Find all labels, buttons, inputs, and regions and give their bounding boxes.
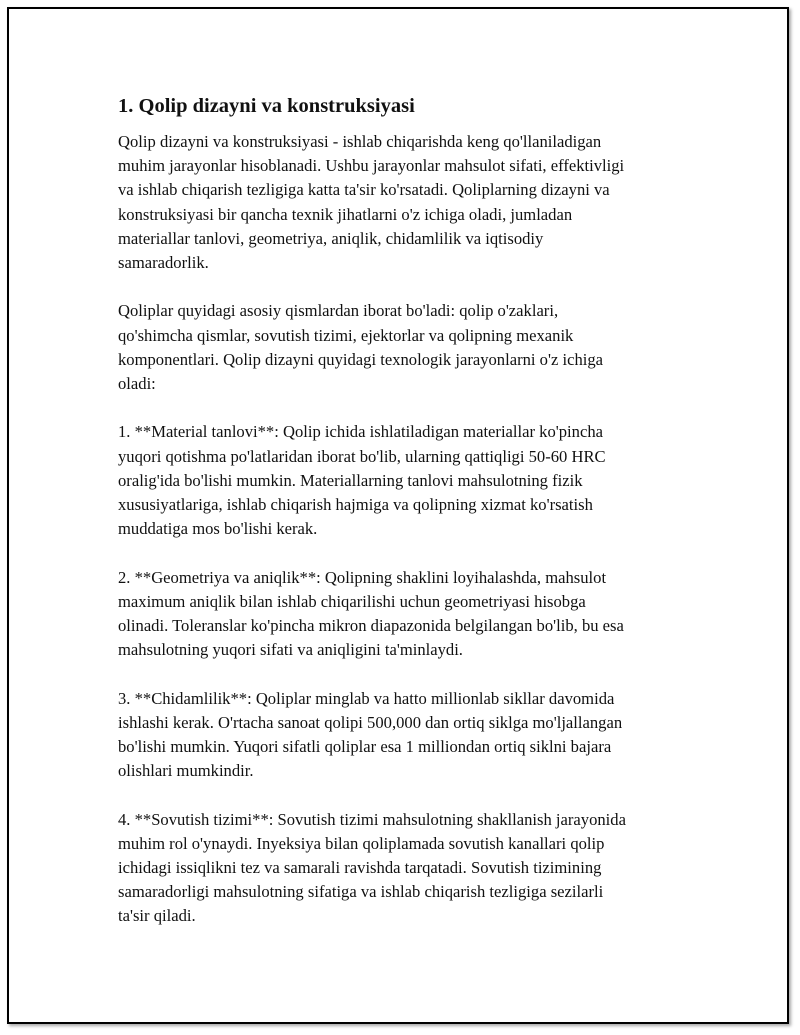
text-line: 3. **Chidamlilik**: Qoliplar minglab va hatto millionlab sikllar davomida [118,688,615,708]
text-line: 4. **Sovutish tizimi**: Sovutish tizimi mahsulotning shakllanish jarayonida [118,809,626,829]
paragraph-list [118,130,718,929]
text-line: 1. **Material tanlovi**: Qolip ichida ishlatiladigan materiallar ko'pincha [118,422,603,442]
text-line: muddatiga mos bo'lishi kerak. [118,519,318,539]
text-line: oralig'ida bo'lishi mumkin. Materiallarning tanlovi mahsulotning fizik [118,470,583,490]
text-line: maximum aniqlik bilan ishlab chiqarilishi uchun geometriyasi hisobga [118,591,586,611]
text-line: konstruksiyasi bir qancha texnik jihatlarni o'z ichiga oladi, jumladan [118,204,573,224]
text-line: samaradorlik. [118,253,209,273]
text-line: bo'lishi mumkin. Yuqori sifatli qoliplar esa 1 milliondan ortiq siklni bajara [118,737,612,757]
document-title: 1. Qolip dizayni va konstruksiyasi [118,95,415,117]
paragraph [118,130,718,275]
text-line: oladi: [118,374,156,394]
text-line: mahsulotning yuqori sifati va aniqligini ta'minlaydi. [118,640,463,660]
paragraph [118,299,718,396]
text-line: muhim jarayonlar hisoblanadi. Ushbu jarayonlar mahsulot sifati, effektivligi [118,156,625,176]
document-body [118,92,718,953]
paragraph [118,566,718,663]
paragraph [118,808,718,929]
text-line: qo'shimcha qismlar, sovutish tizimi, ejektorlar va qolipning mexanik [118,325,574,345]
text-line: yuqori qotishma po'latlaridan iborat bo'lib, ularning qattiqligi 50-60 HRC [118,446,606,466]
text-line: materiallar tanlovi, geometriya, aniqlik, chidamlilik va iqtisodiy [118,228,544,248]
text-line: olinadi. Toleranslar ko'pincha mikron diapazonida belgilangan bo'lib, bu esa [118,616,624,636]
text-line: Qoliplar quyidagi asosiy qismlardan iborat bo'ladi: qolip o'zaklari, [118,301,559,321]
text-line: komponentlari. Qolip dizayni quyidagi texnologik jarayonlarni o'z ichiga [118,349,604,369]
text-line: va ishlab chiqarish tezligiga katta ta'sir ko'rsatadi. Qoliplarning dizayni va [118,180,610,200]
text-line: xususiyatlariga, ishlab chiqarish hajmiga va qolipning xizmat ko'rsatish [118,495,593,515]
text-line: olishlari mumkindir. [118,761,254,781]
text-line: samaradorligi mahsulotning sifatiga va ishlab chiqarish tezligiga sezilarli [118,882,604,902]
text-line: muhim rol o'ynaydi. Inyeksiya bilan qoliplamada sovutish kanallari qolip [118,833,605,853]
paragraph [118,687,718,784]
text-line: ta'sir qiladi. [118,906,196,926]
paragraph [118,420,718,541]
text-line: ishlashi kerak. O'rtacha sanoat qolipi 500,000 dan ortiq siklga mo'ljallangan [118,712,623,732]
text-line: Qolip dizayni va konstruksiyasi - ishlab chiqarishda keng qo'llaniladigan [118,132,602,151]
text-line: ichidagi issiqlikni tez va samarali ravishda tarqatadi. Sovutish tizimining [118,858,602,878]
text-line: 2. **Geometriya va aniqlik**: Qolipning shaklini loyihalashda, mahsulot [118,567,607,587]
